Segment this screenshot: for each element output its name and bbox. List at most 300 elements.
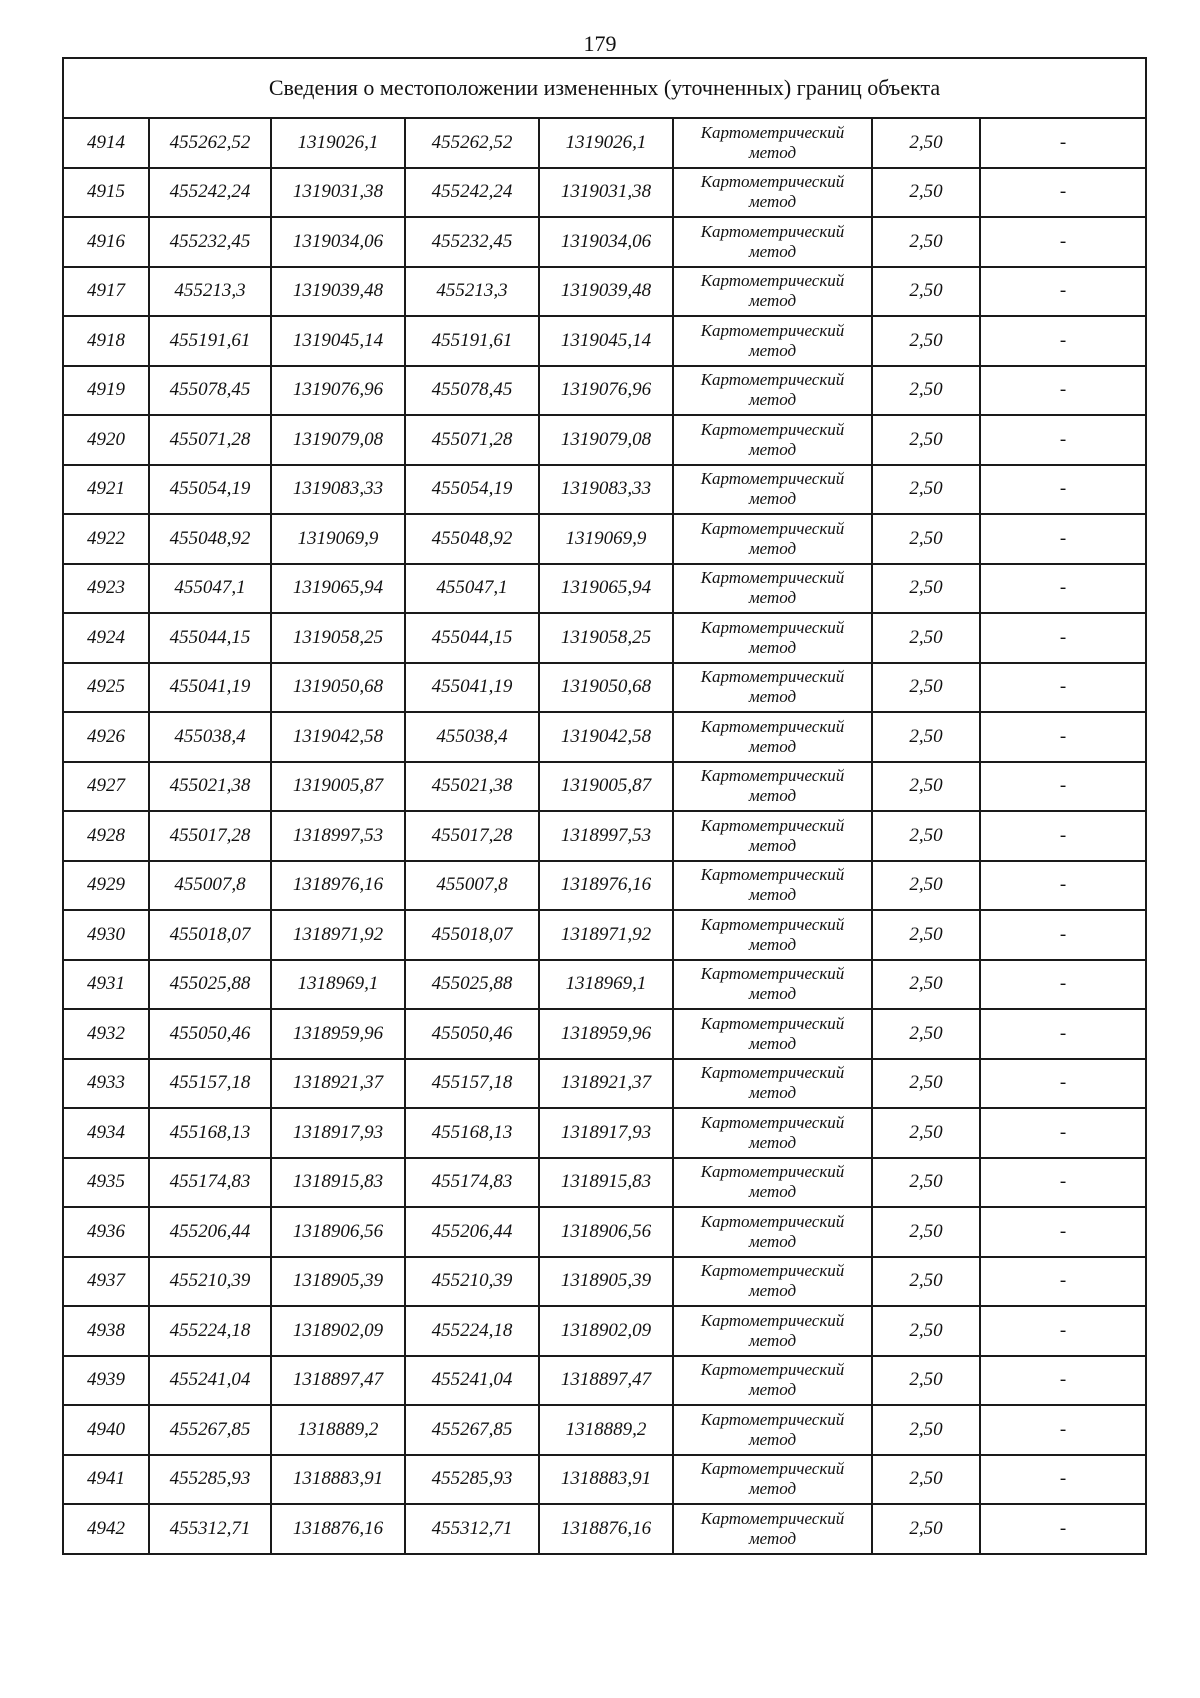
table-row xyxy=(63,1059,1146,1109)
existing-x-cell: 455018,07 xyxy=(149,910,271,960)
note-cell: - xyxy=(980,1158,1146,1208)
refined-x-cell: 455078,45 xyxy=(405,366,539,416)
note-cell: - xyxy=(980,1059,1146,1109)
existing-y-cell: 1318897,47 xyxy=(271,1356,405,1406)
refined-x-cell: 455232,45 xyxy=(405,217,539,267)
refined-x-cell: 455206,44 xyxy=(405,1207,539,1257)
note-cell: - xyxy=(980,168,1146,218)
existing-y-cell: 1319031,38 xyxy=(271,168,405,218)
method-line-2: метод xyxy=(748,786,797,806)
table-row xyxy=(63,712,1146,762)
existing-x-cell: 455232,45 xyxy=(149,217,271,267)
existing-y-cell: 1319079,08 xyxy=(271,415,405,465)
method-line-2: метод xyxy=(748,1083,797,1103)
refined-y-cell: 1319083,33 xyxy=(539,465,673,515)
existing-x-cell: 455206,44 xyxy=(149,1207,271,1257)
note-cell: - xyxy=(980,1108,1146,1158)
method-cell xyxy=(673,1504,872,1554)
refined-x-cell: 455054,19 xyxy=(405,465,539,515)
existing-x-cell: 455213,3 xyxy=(149,267,271,317)
refined-y-cell: 1318906,56 xyxy=(539,1207,673,1257)
refined-x-cell: 455050,46 xyxy=(405,1009,539,1059)
table-row xyxy=(63,415,1146,465)
point-number-cell: 4914 xyxy=(63,118,149,168)
accuracy-cell: 2,50 xyxy=(872,1455,980,1505)
refined-x-cell: 455213,3 xyxy=(405,267,539,317)
method-line-1: Картометрический xyxy=(700,716,845,736)
existing-x-cell: 455168,13 xyxy=(149,1108,271,1158)
accuracy-cell: 2,50 xyxy=(872,1405,980,1455)
method-cell xyxy=(673,1306,872,1356)
accuracy-cell: 2,50 xyxy=(872,613,980,663)
existing-y-cell: 1319050,68 xyxy=(271,663,405,713)
accuracy-cell: 2,50 xyxy=(872,910,980,960)
existing-x-cell: 455191,61 xyxy=(149,316,271,366)
point-number-cell: 4933 xyxy=(63,1059,149,1109)
refined-y-cell: 1318883,91 xyxy=(539,1455,673,1505)
method-line-1: Картометрический xyxy=(700,1360,845,1380)
note-cell: - xyxy=(980,514,1146,564)
existing-y-cell: 1318889,2 xyxy=(271,1405,405,1455)
method-line-1: Картометрический xyxy=(700,1112,845,1132)
note-cell: - xyxy=(980,762,1146,812)
method-line-1: Картометрический xyxy=(700,320,845,340)
existing-x-cell: 455047,1 xyxy=(149,564,271,614)
table-row xyxy=(63,1158,1146,1208)
method-cell xyxy=(673,564,872,614)
refined-y-cell: 1319076,96 xyxy=(539,366,673,416)
accuracy-cell: 2,50 xyxy=(872,1009,980,1059)
method-line-1: Картометрический xyxy=(700,271,845,291)
existing-y-cell: 1319042,58 xyxy=(271,712,405,762)
method-line-2: метод xyxy=(748,1033,797,1053)
table-row xyxy=(63,1455,1146,1505)
accuracy-cell: 2,50 xyxy=(872,1207,980,1257)
method-line-1: Картометрический xyxy=(700,469,845,489)
method-line-1: Картометрический xyxy=(700,1409,845,1429)
existing-x-cell: 455285,93 xyxy=(149,1455,271,1505)
method-line-1: Картометрический xyxy=(700,1459,845,1479)
note-cell: - xyxy=(980,217,1146,267)
method-cell xyxy=(673,811,872,861)
refined-y-cell: 1319079,08 xyxy=(539,415,673,465)
method-line-1: Картометрический xyxy=(700,518,845,538)
existing-y-cell: 1318997,53 xyxy=(271,811,405,861)
point-number-cell: 4923 xyxy=(63,564,149,614)
method-cell xyxy=(673,514,872,564)
existing-y-cell: 1318883,91 xyxy=(271,1455,405,1505)
note-cell: - xyxy=(980,1455,1146,1505)
existing-x-cell: 455041,19 xyxy=(149,663,271,713)
refined-x-cell: 455157,18 xyxy=(405,1059,539,1109)
point-number-cell: 4941 xyxy=(63,1455,149,1505)
method-line-2: метод xyxy=(748,1182,797,1202)
refined-x-cell: 455168,13 xyxy=(405,1108,539,1158)
method-line-2: метод xyxy=(748,1528,797,1548)
table-row xyxy=(63,811,1146,861)
accuracy-cell: 2,50 xyxy=(872,168,980,218)
refined-y-cell: 1318976,16 xyxy=(539,861,673,911)
point-number-cell: 4916 xyxy=(63,217,149,267)
note-cell: - xyxy=(980,564,1146,614)
method-line-1: Картометрический xyxy=(700,1013,845,1033)
existing-x-cell: 455242,24 xyxy=(149,168,271,218)
method-line-2: метод xyxy=(748,489,797,509)
accuracy-cell: 2,50 xyxy=(872,514,980,564)
existing-x-cell: 455050,46 xyxy=(149,1009,271,1059)
existing-x-cell: 455048,92 xyxy=(149,514,271,564)
method-line-2: метод xyxy=(748,984,797,1004)
table-body xyxy=(63,58,1146,1554)
method-line-1: Картометрический xyxy=(700,1211,845,1231)
existing-x-cell: 455262,52 xyxy=(149,118,271,168)
accuracy-cell: 2,50 xyxy=(872,663,980,713)
refined-y-cell: 1318915,83 xyxy=(539,1158,673,1208)
existing-y-cell: 1319058,25 xyxy=(271,613,405,663)
method-line-1: Картометрический xyxy=(700,370,845,390)
existing-x-cell: 455267,85 xyxy=(149,1405,271,1455)
refined-y-cell: 1318971,92 xyxy=(539,910,673,960)
method-line-1: Картометрический xyxy=(700,419,845,439)
method-line-2: метод xyxy=(748,588,797,608)
point-number-cell: 4930 xyxy=(63,910,149,960)
accuracy-cell: 2,50 xyxy=(872,316,980,366)
existing-x-cell: 455038,4 xyxy=(149,712,271,762)
note-cell: - xyxy=(980,1009,1146,1059)
method-line-2: метод xyxy=(748,637,797,657)
table-row xyxy=(63,564,1146,614)
method-cell xyxy=(673,217,872,267)
method-line-2: метод xyxy=(748,142,797,162)
refined-x-cell: 455038,4 xyxy=(405,712,539,762)
note-cell: - xyxy=(980,712,1146,762)
table-row xyxy=(63,1009,1146,1059)
table-row xyxy=(63,217,1146,267)
method-line-2: метод xyxy=(748,340,797,360)
method-line-2: метод xyxy=(748,1281,797,1301)
refined-x-cell: 455044,15 xyxy=(405,613,539,663)
refined-y-cell: 1318902,09 xyxy=(539,1306,673,1356)
existing-y-cell: 1319045,14 xyxy=(271,316,405,366)
method-line-2: метод xyxy=(748,390,797,410)
point-number-cell: 4920 xyxy=(63,415,149,465)
method-line-2: метод xyxy=(748,1132,797,1152)
existing-x-cell: 455054,19 xyxy=(149,465,271,515)
accuracy-cell: 2,50 xyxy=(872,811,980,861)
table-row xyxy=(63,1405,1146,1455)
existing-x-cell: 455157,18 xyxy=(149,1059,271,1109)
refined-y-cell: 1318921,37 xyxy=(539,1059,673,1109)
existing-x-cell: 455017,28 xyxy=(149,811,271,861)
existing-y-cell: 1318959,96 xyxy=(271,1009,405,1059)
refined-y-cell: 1319031,38 xyxy=(539,168,673,218)
refined-y-cell: 1319065,94 xyxy=(539,564,673,614)
existing-y-cell: 1318915,83 xyxy=(271,1158,405,1208)
existing-y-cell: 1318976,16 xyxy=(271,861,405,911)
method-line-1: Картометрический xyxy=(700,667,845,687)
point-number-cell: 4939 xyxy=(63,1356,149,1406)
point-number-cell: 4940 xyxy=(63,1405,149,1455)
method-line-1: Картометрический xyxy=(700,914,845,934)
existing-x-cell: 455174,83 xyxy=(149,1158,271,1208)
refined-y-cell: 1318997,53 xyxy=(539,811,673,861)
method-cell xyxy=(673,267,872,317)
refined-y-cell: 1319069,9 xyxy=(539,514,673,564)
table-row xyxy=(63,663,1146,713)
note-cell: - xyxy=(980,910,1146,960)
existing-x-cell: 455241,04 xyxy=(149,1356,271,1406)
method-cell xyxy=(673,366,872,416)
accuracy-cell: 2,50 xyxy=(872,1059,980,1109)
refined-x-cell: 455267,85 xyxy=(405,1405,539,1455)
existing-y-cell: 1318971,92 xyxy=(271,910,405,960)
point-number-cell: 4938 xyxy=(63,1306,149,1356)
method-line-2: метод xyxy=(748,885,797,905)
point-number-cell: 4936 xyxy=(63,1207,149,1257)
method-line-1: Картометрический xyxy=(700,865,845,885)
note-cell: - xyxy=(980,415,1146,465)
point-number-cell: 4935 xyxy=(63,1158,149,1208)
method-cell xyxy=(673,465,872,515)
refined-y-cell: 1318889,2 xyxy=(539,1405,673,1455)
refined-y-cell: 1319045,14 xyxy=(539,316,673,366)
refined-x-cell: 455285,93 xyxy=(405,1455,539,1505)
table-row xyxy=(63,366,1146,416)
existing-y-cell: 1319083,33 xyxy=(271,465,405,515)
accuracy-cell: 2,50 xyxy=(872,1108,980,1158)
refined-y-cell: 1319026,1 xyxy=(539,118,673,168)
refined-x-cell: 455242,24 xyxy=(405,168,539,218)
method-line-1: Картометрический xyxy=(700,172,845,192)
method-cell xyxy=(673,316,872,366)
refined-x-cell: 455241,04 xyxy=(405,1356,539,1406)
accuracy-cell: 2,50 xyxy=(872,1356,980,1406)
refined-x-cell: 455048,92 xyxy=(405,514,539,564)
refined-x-cell: 455007,8 xyxy=(405,861,539,911)
accuracy-cell: 2,50 xyxy=(872,960,980,1010)
point-number-cell: 4926 xyxy=(63,712,149,762)
point-number-cell: 4929 xyxy=(63,861,149,911)
refined-x-cell: 455071,28 xyxy=(405,415,539,465)
refined-y-cell: 1318917,93 xyxy=(539,1108,673,1158)
method-line-1: Картометрический xyxy=(700,964,845,984)
point-number-cell: 4931 xyxy=(63,960,149,1010)
refined-y-cell: 1319005,87 xyxy=(539,762,673,812)
refined-x-cell: 455018,07 xyxy=(405,910,539,960)
existing-y-cell: 1319039,48 xyxy=(271,267,405,317)
accuracy-cell: 2,50 xyxy=(872,762,980,812)
existing-y-cell: 1319026,1 xyxy=(271,118,405,168)
method-cell xyxy=(673,1257,872,1307)
method-line-1: Картометрический xyxy=(700,617,845,637)
existing-y-cell: 1319034,06 xyxy=(271,217,405,267)
method-cell xyxy=(673,1356,872,1406)
method-line-1: Картометрический xyxy=(700,221,845,241)
existing-x-cell: 455071,28 xyxy=(149,415,271,465)
note-cell: - xyxy=(980,1356,1146,1406)
refined-x-cell: 455191,61 xyxy=(405,316,539,366)
method-line-1: Картометрический xyxy=(700,1310,845,1330)
table-row xyxy=(63,514,1146,564)
boundary-coordinates-table xyxy=(62,57,1147,1555)
method-line-2: метод xyxy=(748,934,797,954)
table-row xyxy=(63,267,1146,317)
existing-y-cell: 1319069,9 xyxy=(271,514,405,564)
refined-y-cell: 1319058,25 xyxy=(539,613,673,663)
point-number-cell: 4919 xyxy=(63,366,149,416)
existing-y-cell: 1318917,93 xyxy=(271,1108,405,1158)
method-cell xyxy=(673,613,872,663)
accuracy-cell: 2,50 xyxy=(872,217,980,267)
table-row xyxy=(63,168,1146,218)
point-number-cell: 4927 xyxy=(63,762,149,812)
method-line-2: метод xyxy=(748,1380,797,1400)
accuracy-cell: 2,50 xyxy=(872,1158,980,1208)
method-line-1: Картометрический xyxy=(700,766,845,786)
method-line-2: метод xyxy=(748,538,797,558)
method-cell xyxy=(673,1009,872,1059)
method-line-2: метод xyxy=(748,241,797,261)
point-number-cell: 4934 xyxy=(63,1108,149,1158)
method-line-1: Картометрический xyxy=(700,1261,845,1281)
table-title-row xyxy=(63,58,1146,118)
refined-x-cell: 455262,52 xyxy=(405,118,539,168)
existing-y-cell: 1318969,1 xyxy=(271,960,405,1010)
note-cell: - xyxy=(980,811,1146,861)
note-cell: - xyxy=(980,316,1146,366)
method-cell xyxy=(673,960,872,1010)
method-cell xyxy=(673,861,872,911)
refined-x-cell: 455174,83 xyxy=(405,1158,539,1208)
page-number: 179 xyxy=(583,31,617,56)
point-number-cell: 4921 xyxy=(63,465,149,515)
note-cell: - xyxy=(980,1504,1146,1554)
refined-x-cell: 455017,28 xyxy=(405,811,539,861)
point-number-cell: 4918 xyxy=(63,316,149,366)
point-number-cell: 4932 xyxy=(63,1009,149,1059)
note-cell: - xyxy=(980,1207,1146,1257)
note-cell: - xyxy=(980,663,1146,713)
method-line-2: метод xyxy=(748,736,797,756)
note-cell: - xyxy=(980,366,1146,416)
method-line-2: метод xyxy=(748,439,797,459)
note-cell: - xyxy=(980,118,1146,168)
refined-y-cell: 1319039,48 xyxy=(539,267,673,317)
method-line-1: Картометрический xyxy=(700,1162,845,1182)
refined-x-cell: 455312,71 xyxy=(405,1504,539,1554)
point-number-cell: 4928 xyxy=(63,811,149,861)
table-row xyxy=(63,1306,1146,1356)
method-line-1: Картометрический xyxy=(700,1063,845,1083)
point-number-cell: 4937 xyxy=(63,1257,149,1307)
existing-y-cell: 1318921,37 xyxy=(271,1059,405,1109)
method-line-2: метод xyxy=(748,1231,797,1251)
method-line-2: метод xyxy=(748,835,797,855)
refined-y-cell: 1318905,39 xyxy=(539,1257,673,1307)
existing-x-cell: 455021,38 xyxy=(149,762,271,812)
note-cell: - xyxy=(980,861,1146,911)
existing-x-cell: 455044,15 xyxy=(149,613,271,663)
existing-y-cell: 1319076,96 xyxy=(271,366,405,416)
existing-y-cell: 1318906,56 xyxy=(271,1207,405,1257)
accuracy-cell: 2,50 xyxy=(872,118,980,168)
existing-y-cell: 1318905,39 xyxy=(271,1257,405,1307)
note-cell: - xyxy=(980,267,1146,317)
refined-y-cell: 1319034,06 xyxy=(539,217,673,267)
existing-y-cell: 1318902,09 xyxy=(271,1306,405,1356)
method-cell xyxy=(673,910,872,960)
table-row xyxy=(63,465,1146,515)
existing-x-cell: 455224,18 xyxy=(149,1306,271,1356)
existing-x-cell: 455025,88 xyxy=(149,960,271,1010)
accuracy-cell: 2,50 xyxy=(872,1257,980,1307)
accuracy-cell: 2,50 xyxy=(872,465,980,515)
method-cell xyxy=(673,1108,872,1158)
table-title: Сведения о местоположении измененных (уточненных) границ объекта xyxy=(63,58,1146,118)
table-row xyxy=(63,910,1146,960)
table-row xyxy=(63,960,1146,1010)
existing-x-cell: 455007,8 xyxy=(149,861,271,911)
refined-y-cell: 1318959,96 xyxy=(539,1009,673,1059)
table-row xyxy=(63,1257,1146,1307)
point-number-cell: 4915 xyxy=(63,168,149,218)
table-row xyxy=(63,1108,1146,1158)
method-cell xyxy=(673,1405,872,1455)
refined-x-cell: 455047,1 xyxy=(405,564,539,614)
method-line-1: Картометрический xyxy=(700,1508,845,1528)
note-cell: - xyxy=(980,465,1146,515)
existing-y-cell: 1319065,94 xyxy=(271,564,405,614)
existing-y-cell: 1319005,87 xyxy=(271,762,405,812)
accuracy-cell: 2,50 xyxy=(872,564,980,614)
table-row xyxy=(63,1504,1146,1554)
method-line-2: метод xyxy=(748,1330,797,1350)
accuracy-cell: 2,50 xyxy=(872,415,980,465)
refined-y-cell: 1318876,16 xyxy=(539,1504,673,1554)
refined-y-cell: 1318897,47 xyxy=(539,1356,673,1406)
accuracy-cell: 2,50 xyxy=(872,1504,980,1554)
method-cell xyxy=(673,168,872,218)
method-cell xyxy=(673,663,872,713)
note-cell: - xyxy=(980,613,1146,663)
refined-x-cell: 455224,18 xyxy=(405,1306,539,1356)
point-number-cell: 4922 xyxy=(63,514,149,564)
method-line-1: Картометрический xyxy=(700,122,845,142)
point-number-cell: 4942 xyxy=(63,1504,149,1554)
note-cell: - xyxy=(980,960,1146,1010)
refined-y-cell: 1318969,1 xyxy=(539,960,673,1010)
method-line-1: Картометрический xyxy=(700,815,845,835)
refined-x-cell: 455021,38 xyxy=(405,762,539,812)
existing-x-cell: 455312,71 xyxy=(149,1504,271,1554)
accuracy-cell: 2,50 xyxy=(872,1306,980,1356)
point-number-cell: 4917 xyxy=(63,267,149,317)
table-row xyxy=(63,613,1146,663)
table-row xyxy=(63,861,1146,911)
note-cell: - xyxy=(980,1306,1146,1356)
existing-x-cell: 455210,39 xyxy=(149,1257,271,1307)
refined-y-cell: 1319042,58 xyxy=(539,712,673,762)
table-row xyxy=(63,118,1146,168)
table-row xyxy=(63,316,1146,366)
method-cell xyxy=(673,1059,872,1109)
refined-x-cell: 455041,19 xyxy=(405,663,539,713)
method-cell xyxy=(673,118,872,168)
note-cell: - xyxy=(980,1405,1146,1455)
method-line-2: метод xyxy=(748,1429,797,1449)
accuracy-cell: 2,50 xyxy=(872,712,980,762)
method-cell xyxy=(673,1158,872,1208)
